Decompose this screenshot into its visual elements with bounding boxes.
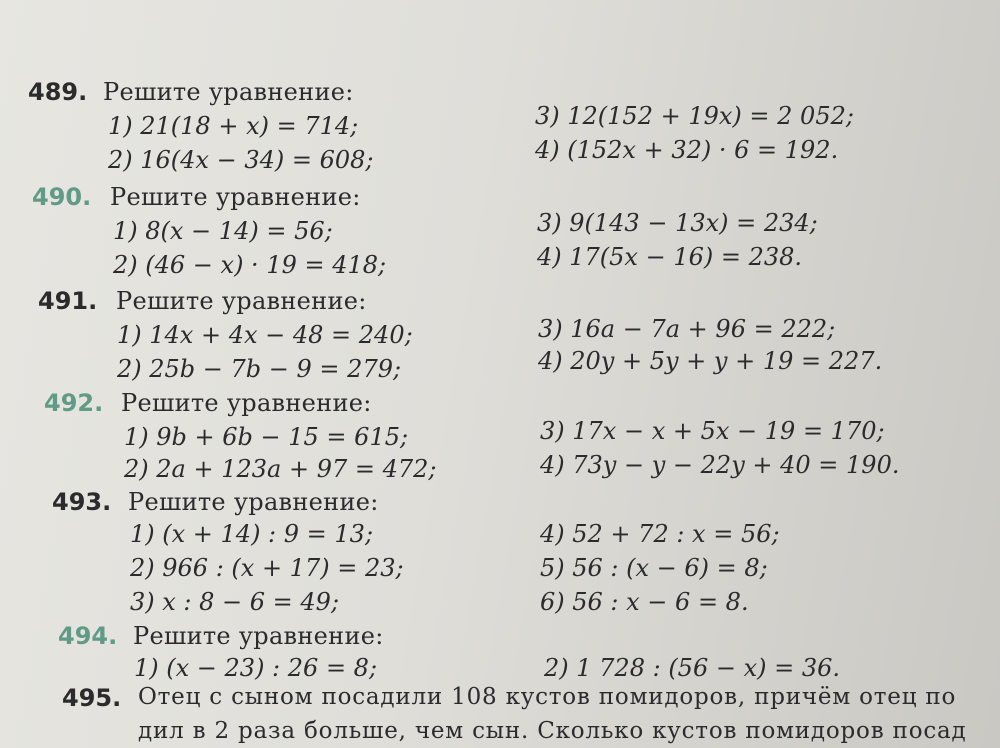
equation: 1) (x − 23) : 26 = 8; [134, 654, 378, 682]
problem-text-line: дил в 2 раза больше, чем сын. Сколько кустов помидоров посад [138, 718, 967, 744]
problem-title: Решите уравнение: [121, 389, 372, 417]
equation: 2) 2a + 123a + 97 = 472; [124, 455, 437, 483]
equation: 3) 9(143 − 13x) = 234; [537, 209, 818, 237]
problem-title: Решите уравнение: [110, 183, 361, 211]
problem-title: Решите уравнение: [133, 622, 384, 650]
equation: 4) (152x + 32) · 6 = 192. [535, 136, 839, 164]
problem-number: 492. [44, 389, 104, 417]
equation: 1) 14x + 4x − 48 = 240; [117, 321, 413, 349]
problem-title: Решите уравнение: [103, 78, 354, 106]
equation: 3) 17x − x + 5x − 19 = 170; [540, 417, 885, 445]
equation: 3) 12(152 + 19x) = 2 052; [535, 102, 854, 130]
equation: 4) 20y + 5y + y + 19 = 227. [538, 347, 883, 375]
problem-number: 491. [38, 287, 98, 315]
problem-number: 489. [28, 78, 88, 106]
equation: 4) 73y − y − 22y + 40 = 190. [540, 451, 900, 479]
equation: 2) (46 − x) · 19 = 418; [113, 251, 387, 279]
problem-number: 495. [62, 684, 122, 712]
problem-title: Решите уравнение: [128, 488, 379, 516]
equation: 5) 56 : (x − 6) = 8; [540, 554, 768, 582]
equation: 2) 16(4x − 34) = 608; [108, 146, 374, 174]
equation: 4) 52 + 72 : x = 56; [540, 520, 780, 548]
equation: 1) 9b + 6b − 15 = 615; [124, 423, 409, 451]
equation: 3) 16a − 7a + 96 = 222; [538, 315, 836, 343]
problem-number: 490. [32, 183, 92, 211]
equation: 2) 966 : (x + 17) = 23; [130, 554, 404, 582]
equation: 1) (x + 14) : 9 = 13; [130, 520, 374, 548]
equation: 6) 56 : x − 6 = 8. [540, 588, 749, 616]
equation: 3) x : 8 − 6 = 49; [130, 588, 340, 616]
equation: 2) 1 728 : (56 − x) = 36. [544, 654, 841, 682]
equation: 1) 8(x − 14) = 56; [113, 217, 333, 245]
problem-title: Решите уравнение: [116, 287, 367, 315]
equation: 4) 17(5x − 16) = 238. [537, 243, 803, 271]
equation: 2) 25b − 7b − 9 = 279; [117, 355, 402, 383]
equation: 1) 21(18 + x) = 714; [108, 112, 359, 140]
problem-number: 494. [58, 622, 118, 650]
problem-text-line: Отец с сыном посадили 108 кустов помидоров, причём отец по [138, 684, 957, 710]
problem-number: 493. [52, 488, 112, 516]
